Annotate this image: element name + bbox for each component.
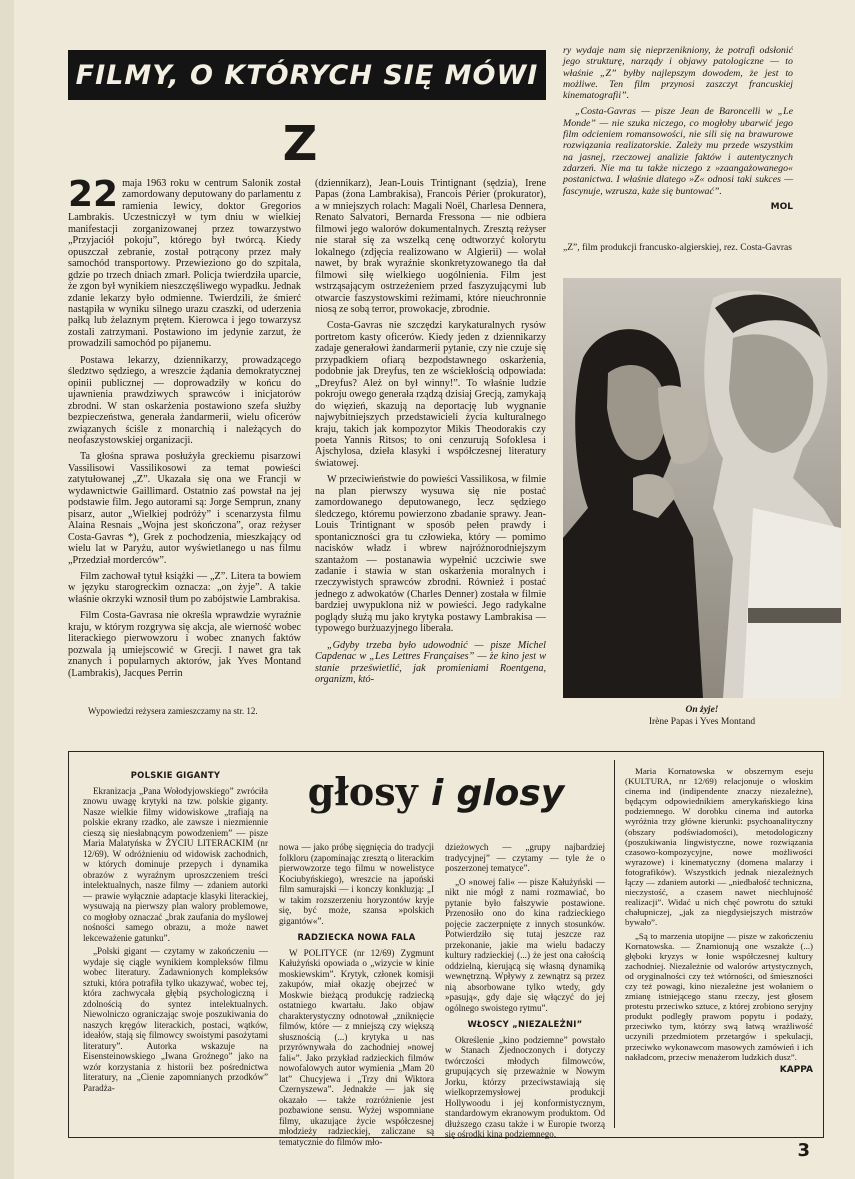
page-number: 3 — [797, 1140, 810, 1161]
photo-caption-names: Irène Papas i Yves Montand — [648, 717, 756, 727]
dropcap: 22 — [68, 174, 119, 215]
film-title-z: Z — [282, 116, 318, 172]
article-paragraph: Film zachował tytuł książki — „Z”. Litera ta bowiem w języku starogreckim oznacza: „on żyje”. A takie właśnie okrzyki wznosił tłum po zabójstwie Lambrakisa. — [68, 570, 301, 605]
footnote: Wypowiedzi reżysera zamieszczamy na str. 12. — [88, 706, 258, 716]
film-caption: „Z”, film produkcji francusko-algierskiej, rez. Costa-Gavras — [563, 243, 792, 253]
article-paragraph: „Gdyby trzeba było udowodnić — pisze Michel Capdenac w „Les Lettres Françaises” — że kino jest w stanie prześwietlić, jak promieniami Roentgena, organizm, któ- — [315, 639, 546, 686]
glosy-title-and: i — [430, 773, 444, 814]
article-column-2 — [315, 178, 546, 690]
article-paragraph: ry wydaje nam się nieprzenikniony, że potrafi odsłonić jego strukturę, narządy i objawy patologiczne — to właśnie „Z” byłby najlepszym dowodem, że jest to możliwe. Ten film przynosi zaszczyt francuskiej kinematografii”. — [563, 45, 793, 102]
article-paragraph: Ta głośna sprawa posłużyła greckiemu pisarzowi Vassilisowi Vassilikosowi za temat powieści zatytułowanej „Z”. Ukazała się ona we Francji w wydawnictwie Gaillimard. Ostatnio zaś powstał na jej podstawie film. Jego autorami są: Jorge Semprun, znany pisarz, autor „Wielkiej podróży” i scenarzysta filmu Alaina Resnais „Wojna jest skończona”, oraz reżyser Costa-Gavras *), Grek z pochodzenia, mieszkający od wielu lat w Paryżu, autor wyświetlanego u nas filmu „Przedział morderców”. — [68, 451, 301, 566]
glosy-box — [68, 751, 824, 1147]
film-still-illustration — [563, 278, 841, 698]
author-signature: KAPPA — [779, 1064, 813, 1075]
article-paragraph: W przeciwieństwie do powieści Vassilikosa, w filmie na plan pierwszy wysuwa się nie postać zamordowanego deputowanego, lecz sędziego śledczego, któremu powierzono zbadanie sprawy. Jean-Louis Trintignant w sposób pełen prawdy i spontaniczności gra tu człowieka, który — pomimo nacisków władz i wbrew najróżnorodniejszym szantażom — postanawia wypełnić uczciwie swe zadanie i stawia w stan oskarżenia moralnych i rzeczywistych sprawców zbrodni. Również i postać jednego z adwokatów (Charles Denner) została w filmie bardziej uwypuklona niż w powieści. Jego radykalne poglądy służą mu jako krytyka postawy Lambrakisa — typowego burżuazyjnego liberała. — [315, 474, 546, 635]
glosy-paragraph: „Polski gigant — czytamy w zakończeniu — wydaje się ciągle wynikiem kompleksów filmu wobec literatury. Zadawnionych kompleksów sztuki, która potrafiła tylko ukazywać, wobec tej, która zachwycała głębią psychologiczną i zdolnością do syntez intelektualnych. Niewolniczo ograniczając swoje poszukiwania do naszych kręgów literackich, postaci, wątków, ideałów, stają się filmowcy swoistymi pasożytami literatury”. Autorka wskazuje na Eisensteinowskiego „Iwana Groźnego” jako na wzór korzystania z historii bez pośrednictwa literatury, na „Cienie zapomnianych przodków” Paradża- — [83, 946, 268, 1093]
article-column-1 — [68, 174, 301, 684]
photo-caption-title: On żyje! — [685, 705, 719, 715]
glosy-column-1 — [83, 764, 268, 1096]
glosy-paragraph: Określenie „kino podziemne” powstało w Stanach Zjednoczonych i dotyczy twórczości młodych filmowców, grupujących się przeważnie w Nowym Jorku, którzy przeciwstawiają się wielkoprzemysłowej produkcji Hollywoodu i jej konformistycznym, standardowym ekranowym produktom. Od dłuższego czasu także i w Europie tworzą się ośrodki kina podziemnego. — [445, 1034, 605, 1139]
glosy-paragraph: Ekranizacja „Pana Wołodyjowskiego” zwróciła znowu uwagę krytyki na tzw. polskie giganty. Nasze wielkie filmy widowiskowe „trafiają na polskie ekrany rzadko, ale zawsze i niezmiennie cieszą się niesłabnącym powodzeniem” — pisze Maria Malatyńska w ŻYCIU LITERACKIM (nr 12/69). W odróżnieniu od widowisk zachodnich, w których dominuje przepych i dynamika obrazów z wyraźnym uproszczeniem treści intelektualnych, nasze filmy — zdaniem autorki — prawie wyłącznie adaptacje klasyki literackiej, wysuwają na pierwszy plan walory problemowe, co mogłoby oznaczać „brak zaufania do myślowej nośności samego obrazu, a może nawet lekceważenie gatunku”. — [83, 785, 268, 943]
glosy-column-3 — [445, 842, 605, 1143]
article-paragraph: Postawa lekarzy, dziennikarzy, prowadzącego śledztwo sędziego, a wreszcie żądania demokratycznej opinii publicznej — doprowadziły w końcu do ujawnienia prawdziwych sprawców i inicjatorów zbrodni. W stan oskarżenia postawiono szefa służby bezpieczeństwa, generała żandarmerii, wielu oficerów związanych ściśle z monarchią i należących do neofaszystowskiej organizacji. — [68, 354, 301, 446]
glosy-paragraph: „Są to marzenia utopijne — pisze w zakończeniu Kornatowska. — Znamionują one wszakże (...) głęboki kryzys w łonie współczesnej kultury zachodniej. Niezależnie od walorów artystycznych, od oryginalności czy też wtórności, od śmieszności czy też powagi, kino niezależne jest wołaniem o zmianę istniejącego stanu rzeczy, jest głosem protestu przeciwko sztuce, z której zrobiono seryjny produkt podległy prawom popytu i podaży, przeciwko tym, którzy swą łatwą wrażliwość uczynili przedmiotem przetargów i spekulacji, przeciwko wykonawcom masowych zamówień i ich nakładcom, przeciw menażerom ludzkich dusz”. — [625, 930, 813, 1062]
article-paragraph: Costa-Gavras nie szczędzi karykaturalnych rysów portretom kasty oficerów. Kiedy jeden z dziennikarzy zadaje generałowi żandarmerii pytanie, czy nie czuje się przypadkiem ofiarą bezpodstawnego oskarżenia, podobnie jak Dreyfus, ten ze wściekłością odpowiada: „Dreyfus? Ależ on był winny!”. To właśnie ludzie pokroju owego generała rządzą dzisiaj Grecją, zamykają do więzień, skazują na deportację lub wygnanie najwybitniejszych przedstawicieli życia kulturalnego kraju, takich jak kompozytor Mikis Theodorakis czy poeta Yannis Ritsos; to oni cenzurują Sofoklesa i Ajschylosa, dzieła klasyki i współczesnej literatury światowej. — [315, 320, 546, 469]
glosy-title — [291, 770, 581, 814]
glosy-paragraph: W POLITYCE (nr 12/69) Zygmunt Kałużyński opowiada o „wizycie w kinie moskiewskim”. Krytyk, członek komisji zakupów, miał okazję obejrzeć w Moskwie bieżącą produkcję radziecką ostatniego kwartału. Jako objaw charakterystyczny odnotował „zniknięcie filmów, które — z mniejszą czy większą słusznością (...) krytyka u nas przyrównywała do zachodniej »nowej fali«”. Jako przykład radzieckich filmów nowofalowych autor wymienia „Mam 20 lat” Chucyjewa i „Trzy dni Wiktora Czernyszewa”. Jednakże — jak się okazało — także rozróżnienie jest pozbawione sensu. Wyżej wspomniane filmy, ukazujące życie współczesnej młodzieży radzieckiej, zaliczane są tematycznie do filmów mło- — [279, 947, 434, 1147]
article-paragraph: Film Costa-Gavrasa nie określa wprawdzie wyraźnie kraju, w którym rozgrywa się akcja, ale wierność wobec literackiego pierwowzoru i wobec znanych faktów pozwala ją umiejscowić w Grecji. I nawet gra tak znanych i popularnych aktorów, jak Yves Montand (Lambrakis), Jacques Perrin — [68, 610, 301, 679]
glosy-paragraph: dzieżowych — „grupy najbardziej tradycyjnej” — czytamy — tyle że o poszerzonej tematyce”. — [445, 842, 605, 873]
column-rule — [614, 760, 615, 1128]
glosy-column-2 — [279, 842, 434, 1150]
section-title: FILMY, O KTÓRYCH SIĘ MÓWI — [68, 50, 546, 100]
glosy-paragraph: „O »nowej fali« — pisze Kałużyński — nikt nie mógł z nami rozmawiać, bo pytanie było fałszywie postawione. Przenosiło ono do kina radzieckiego pojęcie zaczerpnięte z innych stosunków. Potwierdziło się tutaj jeszcze raz przekonanie, jakie ma wielu badaczy kultury radzieckiej (...) że jest ona całością oddzielną, kierującą się własną dynamiką wewnętrzną. Wpływy z zewnątrz są przez nią absorbowane tylko wtedy, gdy »pasują«, gdy daje się włączyć do jej ogólnego swoistego rytmu”. — [445, 876, 605, 1013]
glosy-column-4 — [625, 766, 813, 1078]
section-heading: POLSKIE GIGANTY — [130, 770, 221, 780]
article-column-3 — [563, 45, 793, 218]
photo-caption — [563, 704, 841, 728]
author-signature: MOL — [770, 201, 793, 212]
article-paragraph: (dziennikarz), Jean-Louis Trintignant (sędzia), Irene Papas (żona Lambrakisa), Francois Périer (prokurator), a w mniejszych rolach: Magali Noël, Charlesa Dennera, Renato Salvatori, Bernarda Fressona — nie odbiera filmowi jego walorów dokumentalnych. Zresztą reżyser nie starał się za wszelką cenę odtworzyć kolorytu lokalnego (zdjęcia realizowano w Algierii) — wolał nawet, by brak wyraźnie skonkretyzowanego tła dał filmowi siłę wielkiego uogólnienia. Film jest wstrząsającym ostrzeżeniem przed faszyzującymi lub otwarcie faszystowskimi reżimami, które nieuchronnie niosą ze sobą terror, prowokacje, zbrodnie. — [315, 178, 546, 315]
film-still-photo — [563, 278, 841, 698]
glosy-paragraph: Maria Kornatowska w obszernym eseju (KULTURA, nr 12/69) relacjonuje o włoskim cinema ind (indipendente znaczy niezależne), będącym odpowiednikiem amerykańskiego kina podziemnego. W dorobku cinema ind autorka wyróżnia trzy główne kierunki: psychoanalityczny (obszary podświadomości), metodologiczny (poszukiwania lingwistyczne, nowe rozwiązania czasowo-kompozycyjne, nowe możliwości wyrazowe) i kinematyczny (domena malarzy i fotografików). Wszystkich jednak niezależnych łączy — zdaniem autorki — „niedbałość techniczna, nieczystość, a czasem nawet niechlujność realizacji”. Widać u nich chęć powrotu do sztuki chałupniczej, „jak za niegdysiejszych mistrzów bywało”. — [625, 766, 813, 928]
section-heading: RADZIECKA NOWA FALA — [297, 932, 416, 942]
section-heading: WŁOSCY „NIEZALEŻNI” — [467, 1019, 583, 1029]
glosy-title-b: glosy — [456, 773, 565, 814]
article-paragraph: maja 1963 roku w centrum Salonik został zamordowany deputowany do parlamentu z ramienia lewicy, doktor Gregorios Lambrakis. Uczestniczył w tym dniu w wielkiej manifestacji zorganizowanej przez towarzystwo „Przyjaciół pokoju”, którego był twórcą. Kiedy opuszczał zebranie, został potrącony przez mały samochód transportowy. Przewieziono go do szpitala, gdzie po trzech dniach zmarł. Policja twierdziła uparcie, że zgon był wynikiem nieszczęśliwego wypadku. Jednak zdanie lekarzy było odmienne. Twierdzili, że śmierć nastąpiła w wyniku silnego urazu czaszki, od uderzenia pałką lub żelaznym prętem. Kierowca i jego towarzysz zostali zatrzymani. Postawiono im jedynie zarzut, że prowadzili samochód po pijanemu. — [68, 178, 301, 350]
page-edge — [0, 0, 14, 1179]
glosy-title-a: głosy — [307, 769, 418, 814]
glosy-paragraph: nowa — jako próbę sięgnięcia do tradycji folkloru (zapominając zresztą o literackim pierwowzorze tego filmu w nowelistyce Kociubyńskiego), wreszcie na japoński film samurajski — i konczy konkluzją: „I w takim rozszerzeniu horyzontów kryje się, być może, szansa »polskich gigantów«”. — [279, 842, 434, 926]
article-paragraph: „Costa-Gavras — pisze Jean de Baroncelli w „Le Monde” — nie szuka niczego, co mogłoby ubarwić jego film odcieniem romansowości, nie sili się na brawurowe rozwiązania realizatorskie. Zależy mu przede wszystkim na jasnej, rzeczowej analizie faktów i autentycznych zdarzeń. Nie ma tu także niczego z »zaangażowanego« postanictwa. I właśnie dlatego »Z« odnosi taki sukces — fascynuje, wzrusza, każe się buntować”. — [563, 106, 793, 197]
